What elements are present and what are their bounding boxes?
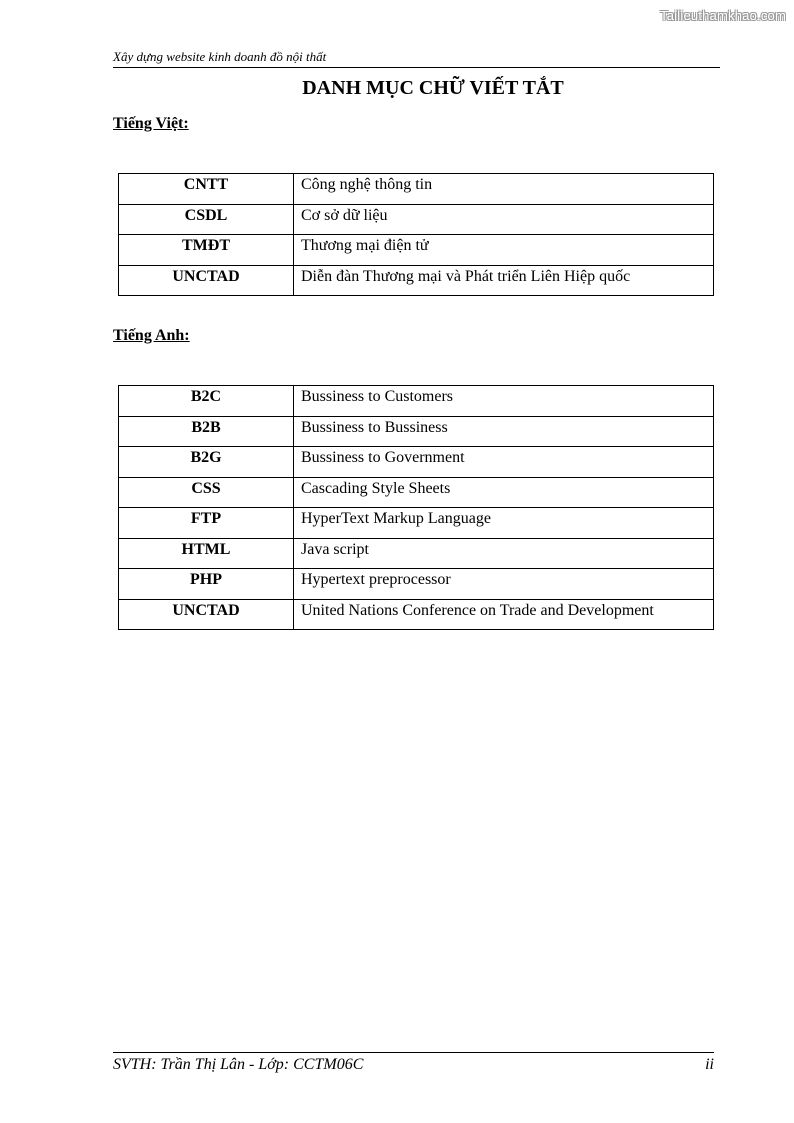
abbreviation-cell: TMĐT [119, 235, 294, 266]
table-row [119, 416, 714, 447]
abbreviation-cell: B2B [119, 416, 294, 447]
meaning-cell: Công nghệ thông tin [294, 174, 714, 205]
table-row [119, 447, 714, 478]
meaning-cell: Cơ sở dữ liệu [294, 204, 714, 235]
abbreviation-cell: UNCTAD [119, 265, 294, 296]
table-row [119, 235, 714, 266]
section-heading-english: Tiếng Anh: [113, 327, 190, 344]
abbreviation-cell: HTML [119, 538, 294, 569]
meaning-cell: Bussiness to Customers [294, 386, 714, 417]
abbreviation-cell: FTP [119, 508, 294, 539]
table-row [119, 386, 714, 417]
abbreviation-cell: B2C [119, 386, 294, 417]
running-footer [113, 1052, 714, 1074]
table-row [119, 174, 714, 205]
abbreviation-cell: CSS [119, 477, 294, 508]
meaning-cell: Thương mại điện tử [294, 235, 714, 266]
table-row [119, 204, 714, 235]
abbreviation-cell: PHP [119, 569, 294, 600]
running-header: Xây dựng website kinh doanh đồ nội thất [113, 49, 720, 68]
table-row [119, 538, 714, 569]
meaning-cell: HyperText Markup Language [294, 508, 714, 539]
meaning-cell: Cascading Style Sheets [294, 477, 714, 508]
english-abbreviation-table [118, 385, 714, 630]
meaning-cell: Bussiness to Government [294, 447, 714, 478]
meaning-cell: Java script [294, 538, 714, 569]
meaning-cell: Bussiness to Bussiness [294, 416, 714, 447]
footer-author: SVTH: Trần Thị Lân - Lớp: CCTM06C [113, 1056, 364, 1073]
page-number: ii [705, 1056, 714, 1073]
abbreviation-cell: CSDL [119, 204, 294, 235]
table-row [119, 265, 714, 296]
vietnamese-abbreviation-table [118, 173, 714, 296]
table-row [119, 569, 714, 600]
abbreviation-cell: UNCTAD [119, 599, 294, 630]
table-row [119, 599, 714, 630]
section-heading-vietnamese: Tiếng Việt: [113, 115, 189, 132]
abbreviation-cell: CNTT [119, 174, 294, 205]
meaning-cell: United Nations Conference on Trade and Development [294, 599, 714, 630]
meaning-cell: Hypertext preprocessor [294, 569, 714, 600]
abbreviation-cell: B2G [119, 447, 294, 478]
watermark: Tailieuthamkhao.com [660, 8, 786, 23]
table-row [119, 477, 714, 508]
meaning-cell: Diễn đàn Thương mại và Phát triển Liên Hiệp quốc [294, 265, 714, 296]
table-row [119, 508, 714, 539]
page-title: DANH MỤC CHỮ VIẾT TẮT [302, 77, 564, 99]
